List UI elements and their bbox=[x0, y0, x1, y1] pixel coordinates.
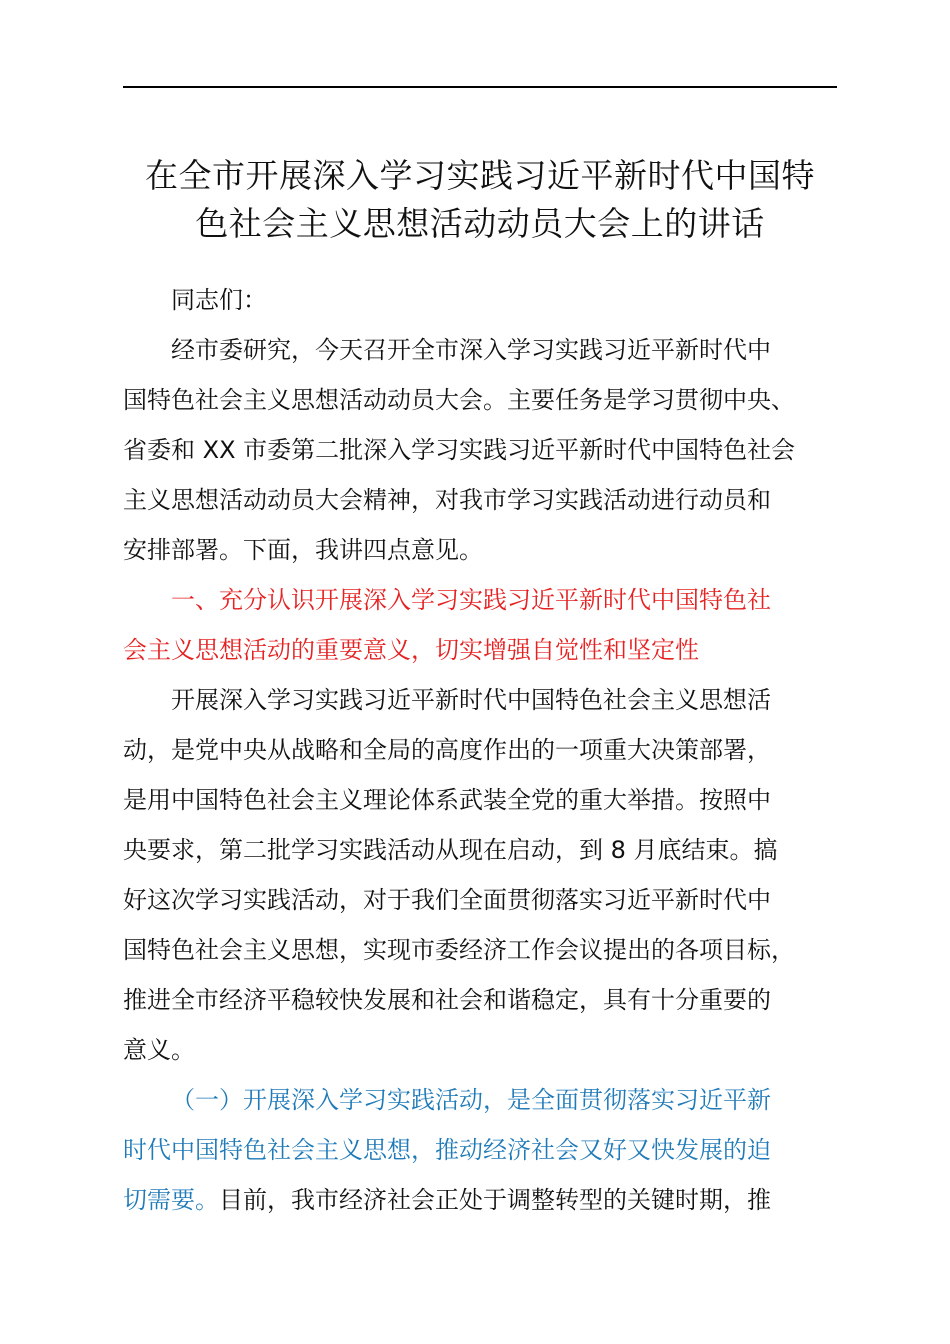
section-1-heading-line: 一、充分认识开展深入学习实践习近平新时代中国特色社 bbox=[171, 586, 771, 614]
intro-line: 安排部署。下面，我讲四点意见。 bbox=[123, 536, 483, 564]
header-rule bbox=[123, 86, 837, 88]
subsection-1-heading-line: 时代中国特色社会主义思想，推动经济社会又好又快发展的迫 bbox=[123, 1136, 771, 1164]
section-1-body-line: 推进全市经济平稳较快发展和社会和谐稳定，具有十分重要的 bbox=[123, 986, 771, 1014]
document-body bbox=[123, 275, 837, 1225]
intro-paragraph bbox=[123, 325, 837, 575]
section-1-body bbox=[123, 675, 837, 1075]
section-1-body-line: 动，是党中央从战略和全局的高度作出的一项重大决策部署， bbox=[123, 736, 771, 764]
section-1-body-line: 开展深入学习实践习近平新时代中国特色社会主义思想活 bbox=[171, 686, 771, 714]
section-1-body-line: 是用中国特色社会主义理论体系武装全党的重大举措。按照中 bbox=[123, 786, 771, 814]
section-1-heading-line: 会主义思想活动的重要意义，切实增强自觉性和坚定性 bbox=[123, 636, 699, 664]
intro-line: 国特色社会主义思想活动动员大会。主要任务是学习贯彻中央、 bbox=[123, 386, 795, 414]
section-1-body-line: 好这次学习实践活动，对于我们全面贯彻落实习近平新时代中 bbox=[123, 886, 771, 914]
section-1-body-line: 央要求，第二批学习实践活动从现在启动，到 8 月底结束。搞 bbox=[123, 836, 778, 864]
subsection-1 bbox=[123, 1075, 837, 1225]
title-line-1: 在全市开展深入学习实践习近平新时代中国特 bbox=[145, 156, 815, 195]
subsection-1-heading-line: （一）开展深入学习实践活动，是全面贯彻落实习近平新 bbox=[171, 1086, 771, 1114]
intro-line: 省委和 XX 市委第二批深入学习实践习近平新时代中国特色社会 bbox=[123, 436, 796, 464]
salutation bbox=[123, 275, 837, 325]
subsection-1-heading-end: 切需要。 bbox=[123, 1186, 219, 1214]
subsection-1-body-start: 目前，我市经济社会正处于调整转型的关键时期，推 bbox=[219, 1186, 771, 1214]
intro-line: 经市委研究，今天召开全市深入学习实践习近平新时代中 bbox=[171, 336, 771, 364]
subsection-1-last-line bbox=[123, 1175, 837, 1225]
section-1-heading bbox=[123, 575, 837, 675]
intro-line: 主义思想活动动员大会精神，对我市学习实践活动进行动员和 bbox=[123, 486, 771, 514]
salutation-text: 同志们： bbox=[171, 286, 267, 314]
title-line-2: 色社会主义思想活动动员大会上的讲话 bbox=[195, 204, 765, 243]
section-1-body-line: 意义。 bbox=[123, 1036, 195, 1064]
document-title bbox=[110, 152, 850, 248]
section-1-body-line: 国特色社会主义思想，实现市委经济工作会议提出的各项目标， bbox=[123, 936, 795, 964]
